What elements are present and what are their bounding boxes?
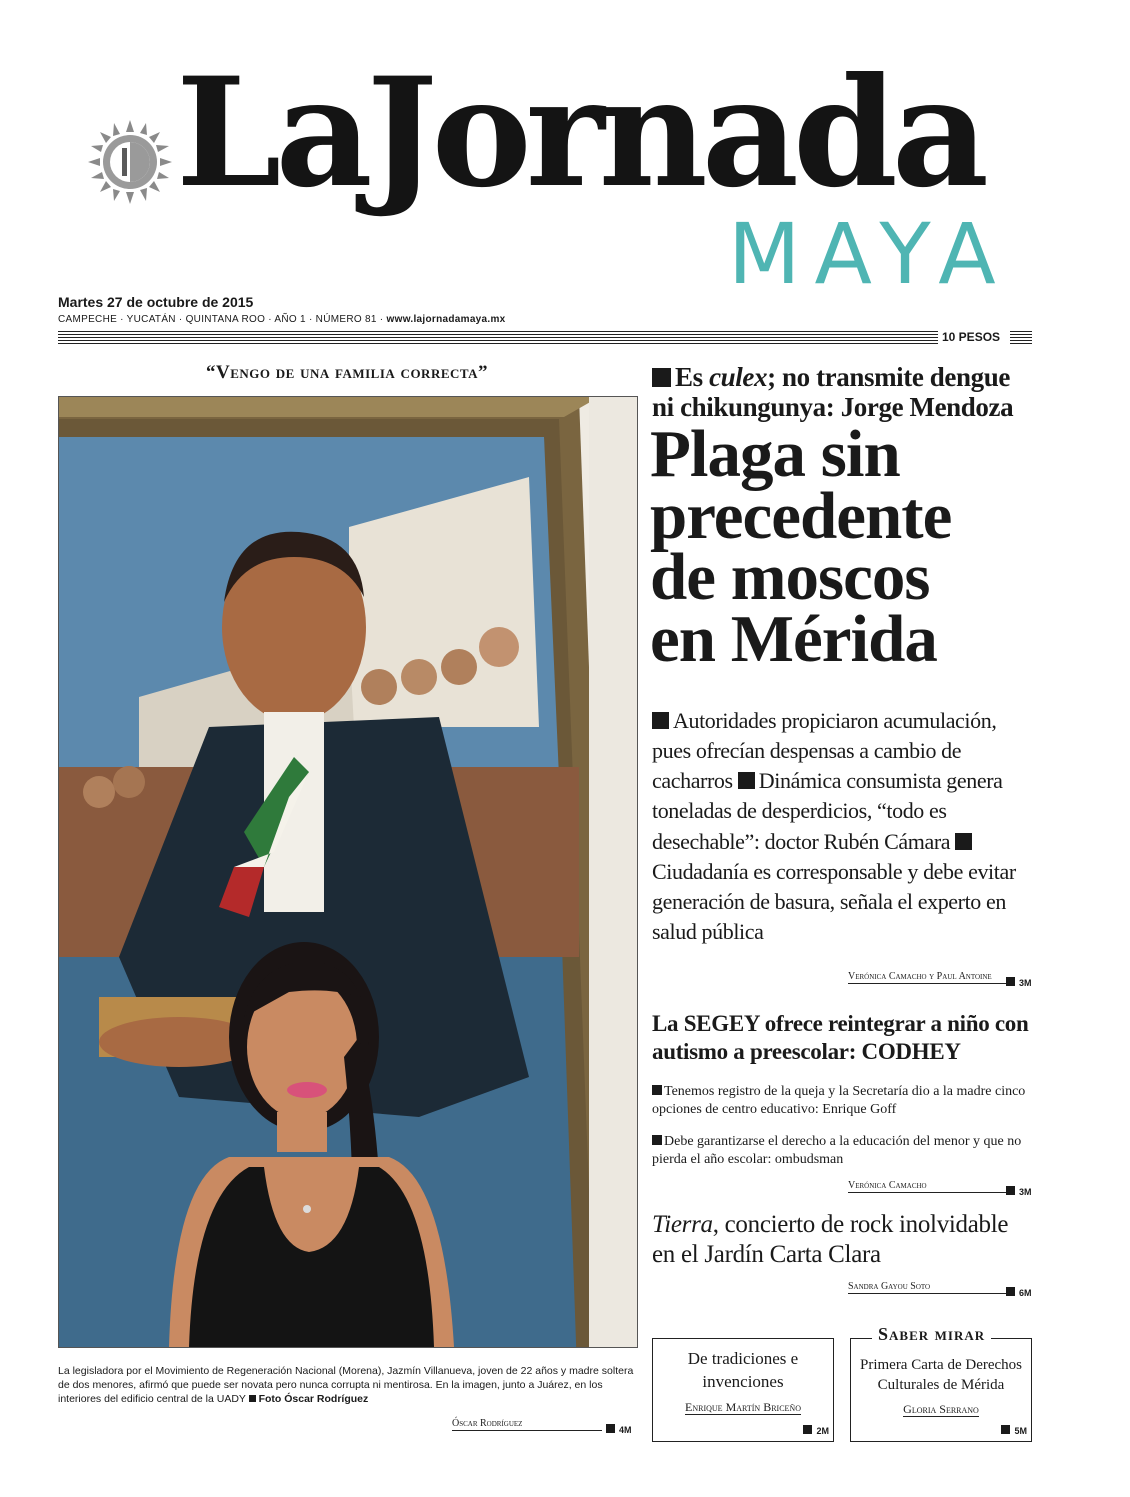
bullet-square-icon bbox=[738, 772, 755, 789]
photo-credit: Foto Óscar Rodríguez bbox=[258, 1393, 369, 1406]
story3-byline: Sandra Gayou Soto bbox=[848, 1281, 1006, 1294]
headline-line: en Mérida bbox=[650, 601, 937, 676]
headline-line: de moscos bbox=[650, 540, 930, 615]
kicker-text-post: ; no transmite dengue ni chikungunya: Jorge Mendoza bbox=[652, 362, 1014, 423]
photo-story-page-ref[interactable] bbox=[606, 1420, 632, 1438]
deck-item: Ciudadanía es corresponsable y debe evitar generación de basura, señala el experto en salud pública bbox=[652, 858, 1016, 944]
page-ref-icon bbox=[1006, 1287, 1015, 1296]
bullet-square-icon bbox=[652, 1085, 662, 1095]
photo-story-byline-row bbox=[452, 1418, 602, 1431]
column-author: Gloria Serrano bbox=[903, 1401, 979, 1416]
page-number: 2M bbox=[816, 1426, 829, 1436]
kicker-text-pre: Es bbox=[675, 362, 710, 392]
page-number: 4M bbox=[619, 1425, 632, 1435]
header-rule-right bbox=[1010, 331, 1032, 344]
column-page-ref bbox=[1001, 1421, 1027, 1439]
main-headline[interactable] bbox=[650, 417, 1050, 676]
price-label: 10 PESOS bbox=[942, 330, 1001, 344]
column-title: Primera Carta de Derechos Culturales de Mérida bbox=[859, 1357, 1022, 1394]
deck-item: Dinámica consumista genera toneladas de desperdicios, “todo es desechable”: doctor Rubén Cámara bbox=[652, 768, 1003, 854]
kicker-text-italic: culex bbox=[709, 362, 768, 392]
page-ref-icon bbox=[803, 1425, 812, 1434]
story3-page-ref[interactable] bbox=[1006, 1283, 1032, 1301]
page-ref-icon bbox=[1006, 1186, 1015, 1195]
edition-info: CAMPECHE · YUCATÁN · QUINTANA ROO · AÑO 1 · NÚMERO 81 · bbox=[58, 314, 384, 325]
photo-caption bbox=[58, 1364, 636, 1407]
page-ref-icon bbox=[1006, 977, 1015, 986]
masthead-title: LaJornada bbox=[176, 45, 984, 221]
main-story-deck bbox=[652, 706, 1037, 947]
page-number: 6M bbox=[1019, 1288, 1032, 1298]
story2-byline-row bbox=[848, 1180, 1006, 1193]
headline-line: precedente bbox=[650, 478, 952, 553]
page-number: 5M bbox=[1014, 1426, 1027, 1436]
bullet-square-icon bbox=[652, 712, 669, 729]
website-link[interactable]: www.lajornadamaya.mx bbox=[386, 314, 506, 325]
bullet-square-icon bbox=[652, 1135, 662, 1145]
page-ref-icon bbox=[1001, 1425, 1010, 1434]
edition-line bbox=[58, 314, 506, 325]
masthead-subtitle: MAYA bbox=[728, 205, 1010, 303]
cover-photo[interactable] bbox=[58, 396, 638, 1348]
story2-headline[interactable]: La SEGEY ofrece reintegrar a niño con autismo a preescolar: CODHEY bbox=[652, 1011, 1029, 1064]
story2-bullet-text: Tenemos registro de la queja y la Secretaría dio a la madre cinco opciones de centro educativo: Enrique Goff bbox=[652, 1084, 1026, 1117]
deck-item: Autoridades propiciaron acumulación, pues ofrecían despensas a cambio de cacharros bbox=[652, 708, 997, 794]
story3-byline-row bbox=[848, 1281, 1006, 1294]
column-title: De tradiciones e invenciones bbox=[687, 1349, 799, 1391]
photo-story-title: “Vengo de una familia correcta” bbox=[206, 362, 488, 383]
sun-logo-icon bbox=[86, 118, 174, 206]
issue-date: Martes 27 de octubre de 2015 bbox=[58, 294, 254, 310]
column-box-saber-mirar[interactable] bbox=[850, 1338, 1032, 1442]
header-rule bbox=[58, 331, 938, 344]
bullet-square-icon bbox=[249, 1395, 256, 1402]
story2-byline: Verónica Camacho bbox=[848, 1180, 1006, 1193]
story2-bullet bbox=[652, 1083, 1037, 1118]
column-author-row bbox=[851, 1402, 1031, 1417]
caption-text: La legisladora por el Movimiento de Regeneración Nacional (Morena), Jazmín Villanueva, joven de 22 años y madre soltera de dos menores, afirmó que puede ser novata pero nunca corrupta ni mentirosa. En la imagen, junto a Juárez, en los interiores del edificio central de la UADY bbox=[58, 1365, 634, 1406]
story3-title-rest: , concierto de rock inolvidable en el Jardín Carta Clara bbox=[652, 1211, 1009, 1268]
main-story-byline-row bbox=[848, 971, 1006, 984]
bullet-square-icon bbox=[955, 833, 972, 850]
page-number: 3M bbox=[1019, 1187, 1032, 1197]
column-author-row bbox=[653, 1400, 833, 1415]
column-box-tradiciones[interactable] bbox=[652, 1338, 834, 1442]
page-ref-icon bbox=[606, 1424, 615, 1433]
story2-bullet bbox=[652, 1133, 1037, 1168]
story3-headline[interactable] bbox=[652, 1210, 1037, 1270]
photo-story-byline: Óscar Rodríguez bbox=[452, 1418, 602, 1431]
column-author: Enrique Martín Briceño bbox=[685, 1399, 801, 1414]
column-page-ref bbox=[803, 1421, 829, 1439]
story3-title-italic: Tierra bbox=[652, 1211, 713, 1238]
column-label: Saber mirar bbox=[872, 1324, 991, 1345]
main-story-byline: Verónica Camacho y Paul Antoine bbox=[848, 971, 1006, 984]
headline-line: Plaga sin bbox=[650, 417, 900, 491]
photo-illustration bbox=[59, 397, 637, 1347]
story2-page-ref[interactable] bbox=[1006, 1182, 1032, 1200]
bullet-square-icon bbox=[652, 368, 671, 387]
page-number: 3M bbox=[1019, 978, 1032, 988]
story2-bullet-text: Debe garantizarse el derecho a la educación del menor y que no pierda el año escolar: ombudsman bbox=[652, 1134, 1022, 1167]
main-story-kicker bbox=[652, 362, 1037, 422]
main-story-page-ref[interactable] bbox=[1006, 973, 1032, 991]
